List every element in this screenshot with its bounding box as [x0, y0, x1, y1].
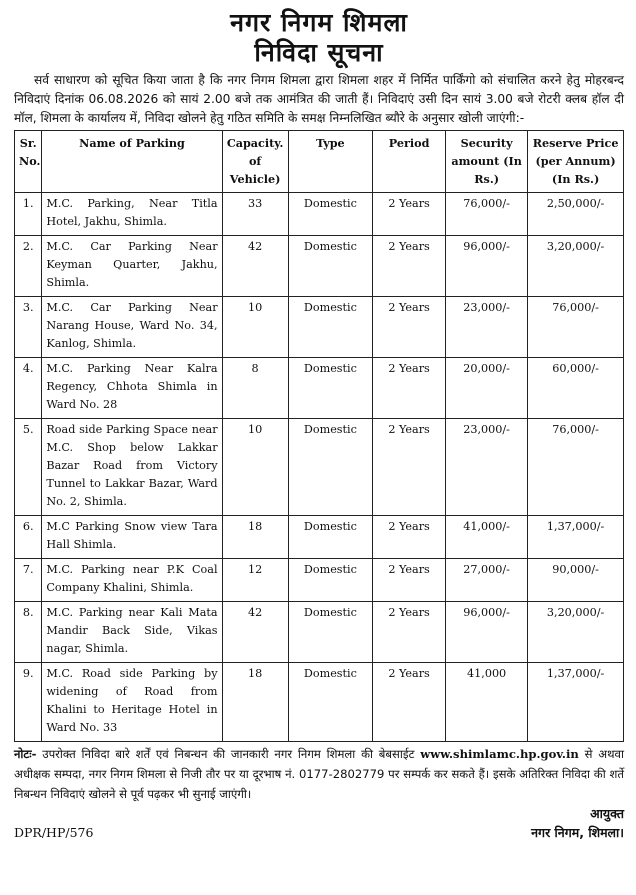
cell-security: 76,000/- [446, 193, 528, 236]
signature-designation: आयुक्त [590, 806, 624, 821]
cell-capacity: 18 [222, 516, 288, 559]
cell-name: Road side Parking Space near M.C. Shop below Lakkar Bazar Road from Victory Tunnel to Lakkar Bazar, Ward No. 2, Shimla. [42, 419, 222, 516]
cell-period: 2 Years [373, 559, 446, 602]
table-row [15, 602, 624, 663]
cell-security: 20,000/- [446, 358, 528, 419]
cell-period: 2 Years [373, 193, 446, 236]
cell-sr: 1. [15, 193, 42, 236]
note-text-part2: से अथवा अधीक्षक सम्पदा, नगर निगम शिमला से निजी तौर पर या दूरभाष नं. 0177-2802779 पर सम्पर्क कर सकते हैं। इसके अतिरिक्त निविदा की शर्ते निबन्धन निविदाएं खोलने से पूर्व पढ़कर भी सुनाई जाएंगी। [14, 747, 624, 801]
cell-security: 41,000 [446, 663, 528, 742]
cell-name: M.C. Car Parking Near Keyman Quarter, Jakhu, Shimla. [42, 236, 222, 297]
cell-type: Domestic [288, 236, 372, 297]
cell-sr: 2. [15, 236, 42, 297]
cell-security: 41,000/- [446, 516, 528, 559]
cell-type: Domestic [288, 602, 372, 663]
table-row [15, 559, 624, 602]
cell-reserve: 3,20,000/- [528, 602, 624, 663]
cell-type: Domestic [288, 663, 372, 742]
note-label: नोटः- [14, 747, 37, 761]
header-sr-no: Sr. No. [15, 131, 42, 193]
cell-name: M.C. Parking, Near Titla Hotel, Jakhu, Shimla. [42, 193, 222, 236]
cell-period: 2 Years [373, 602, 446, 663]
cell-capacity: 42 [222, 236, 288, 297]
cell-type: Domestic [288, 419, 372, 516]
parking-tender-table [14, 130, 624, 742]
notice-title: निविदा सूचना [254, 38, 384, 67]
cell-security: 23,000/- [446, 419, 528, 516]
cell-type: Domestic [288, 297, 372, 358]
cell-sr: 8. [15, 602, 42, 663]
header-period: Period [373, 131, 446, 193]
cell-name: M.C. Parking near Kali Mata Mandir Back Side, Vikas nagar, Shimla. [42, 602, 222, 663]
cell-capacity: 10 [222, 297, 288, 358]
cell-reserve: 76,000/- [528, 297, 624, 358]
note-paragraph [14, 744, 624, 804]
cell-capacity: 42 [222, 602, 288, 663]
cell-period: 2 Years [373, 419, 446, 516]
cell-name: M.C Parking Snow view Tara Hall Shimla. [42, 516, 222, 559]
cell-security: 96,000/- [446, 602, 528, 663]
cell-reserve: 90,000/- [528, 559, 624, 602]
header-security-amount: Security amount (In Rs.) [446, 131, 528, 193]
organization-title: नगर निगम शिमला [230, 8, 408, 37]
cell-name: M.C. Parking near P.K Coal Company Khalini, Shimla. [42, 559, 222, 602]
cell-reserve: 60,000/- [528, 358, 624, 419]
header-type: Type [288, 131, 372, 193]
cell-period: 2 Years [373, 236, 446, 297]
cell-type: Domestic [288, 358, 372, 419]
cell-capacity: 8 [222, 358, 288, 419]
cell-period: 2 Years [373, 516, 446, 559]
table-header-row [15, 131, 624, 193]
cell-type: Domestic [288, 193, 372, 236]
cell-security: 27,000/- [446, 559, 528, 602]
header-reserve-price: Reserve Price (per Annum) (In Rs.) [528, 131, 624, 193]
table-row [15, 297, 624, 358]
cell-security: 23,000/- [446, 297, 528, 358]
tender-notice-page [14, 8, 624, 846]
cell-type: Domestic [288, 516, 372, 559]
dpr-code: DPR/HP/576 [14, 825, 94, 840]
intro-paragraph: सर्व साधारण को सूचित किया जाता है कि नगर निगम शिमला द्वारा शिमला शहर में निर्मित पार्किंगो को संचालित करने हेतु मोहरबन्द निविदाएं दिनांक 06.08.2026 को सायं 2.00 बजे तक आमंत्रित की जाती हैं। निविदाएं उसी दिन सायं 3.00 बजे रोटरी क्लब हॉल दी मॉल, शिमला के कार्यालय में, निविदा खोलने हेतु गठित समिति के समक्ष निम्नलिखित ब्यौरे के अनुसार खोली जाएंगी:- [14, 73, 624, 125]
cell-period: 2 Years [373, 358, 446, 419]
cell-sr: 5. [15, 419, 42, 516]
table-row [15, 358, 624, 419]
cell-capacity: 12 [222, 559, 288, 602]
cell-capacity: 33 [222, 193, 288, 236]
cell-sr: 9. [15, 663, 42, 742]
table-row [15, 663, 624, 742]
cell-period: 2 Years [373, 297, 446, 358]
cell-capacity: 10 [222, 419, 288, 516]
cell-reserve: 3,20,000/- [528, 236, 624, 297]
cell-name: M.C. Road side Parking by widening of Road from Khalini to Heritage Hotel in Ward No. 33 [42, 663, 222, 742]
cell-security: 96,000/- [446, 236, 528, 297]
signature-office: नगर निगम, शिमला। [531, 825, 624, 840]
cell-reserve: 1,37,000/- [528, 516, 624, 559]
cell-sr: 3. [15, 297, 42, 358]
note-text-part1: उपरोक्त निविदा बारे शर्तें एवं निबन्धन की जानकारी नगर निगम शिमला की बेबसाईट [36, 747, 421, 761]
cell-sr: 4. [15, 358, 42, 419]
cell-period: 2 Years [373, 663, 446, 742]
cell-capacity: 18 [222, 663, 288, 742]
cell-reserve: 76,000/- [528, 419, 624, 516]
table-row [15, 516, 624, 559]
header-name-of-parking: Name of Parking [42, 131, 222, 193]
cell-type: Domestic [288, 559, 372, 602]
cell-reserve: 1,37,000/- [528, 663, 624, 742]
footer-row [14, 824, 624, 846]
cell-sr: 6. [15, 516, 42, 559]
table-row [15, 419, 624, 516]
cell-name: M.C. Car Parking Near Narang House, Ward No. 34, Kanlog, Shimla. [42, 297, 222, 358]
table-row [15, 236, 624, 297]
website-link[interactable]: www.shimlamc.hp.gov.in [420, 747, 579, 761]
cell-reserve: 2,50,000/- [528, 193, 624, 236]
table-row [15, 193, 624, 236]
header-capacity: Capacity. of Vehicle) [222, 131, 288, 193]
cell-sr: 7. [15, 559, 42, 602]
cell-name: M.C. Parking Near Kalra Regency, Chhota Shimla in Ward No. 28 [42, 358, 222, 419]
